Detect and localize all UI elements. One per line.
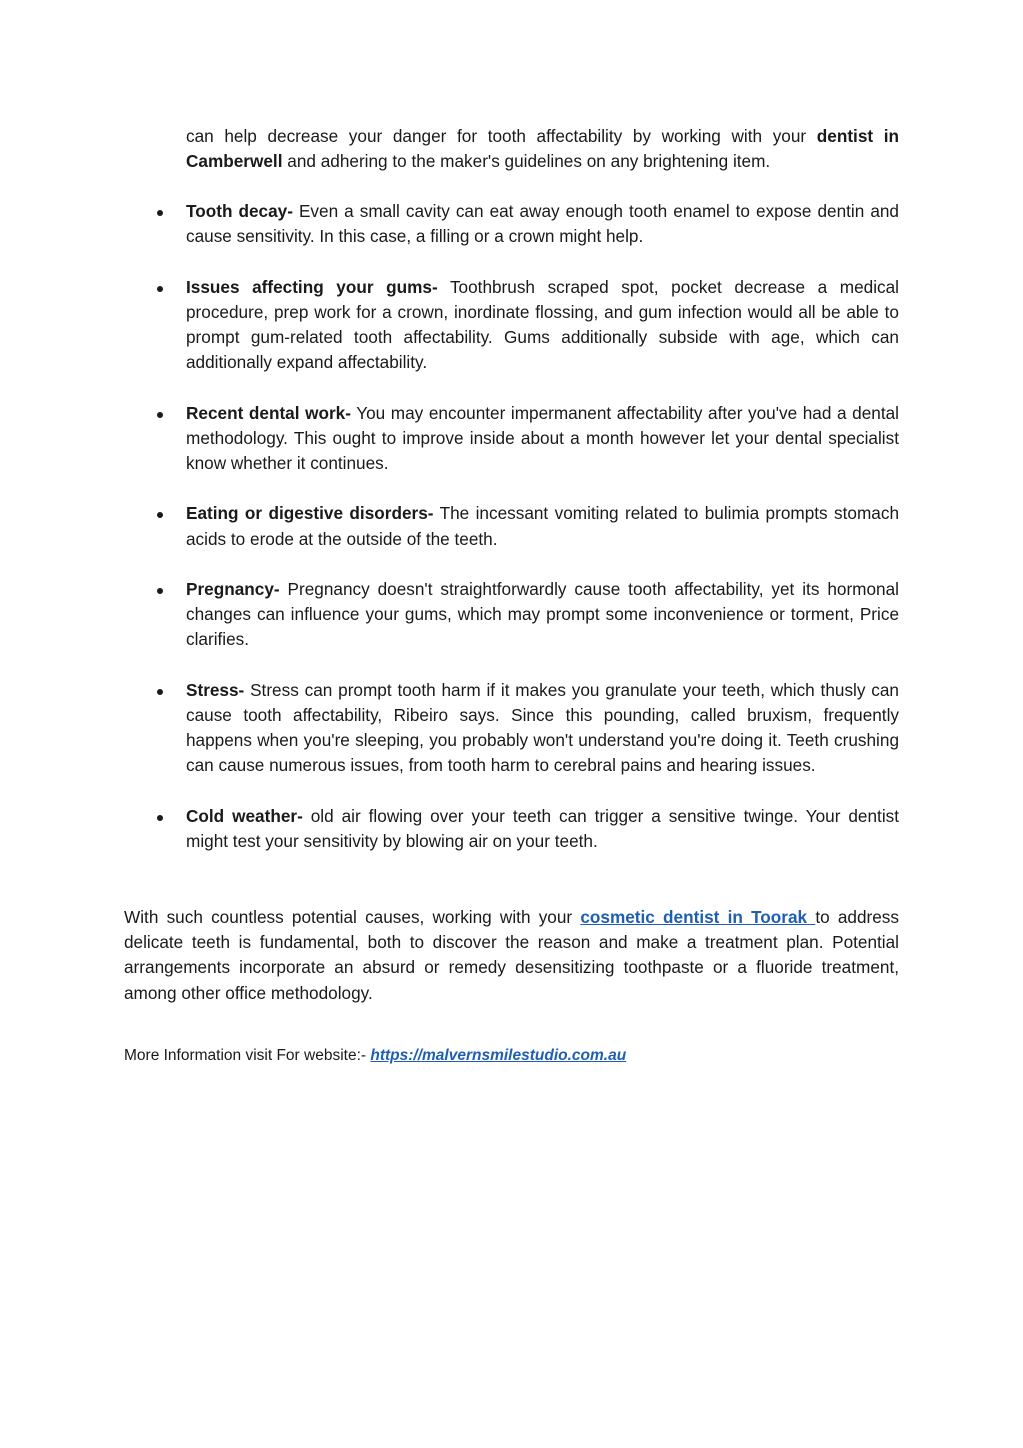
bullet-dot [157,210,163,216]
bullet-title: Pregnancy- [186,578,280,599]
bullet-title: Issues affecting your gums- [186,276,438,297]
intro-paragraph [186,124,899,174]
cosmetic-dentist-link[interactable]: cosmetic dentist in Toorak [580,907,816,927]
bullet-dot [157,588,163,594]
intro-bold-dentist: dentist in Camberwell [186,126,900,172]
intro-text-after: and adhering to the maker's guidelines on any brightening item. [282,151,771,172]
more-info-label: More Information visit For website:- [124,1047,371,1064]
list-item [0,199,899,249]
bullet-text: Even a small cavity can eat away enough tooth enamel to expose dentin and cause sensitivity. In this case, a filling or a crown might help. [186,201,899,247]
list-item [0,678,899,779]
closing-text-before: With such countless potential causes, working with your [124,907,581,927]
bullet-text: Toothbrush scraped spot, pocket decrease a medical procedure, prep work for a crown, inordinate flossing, and gum infection would all be able to prompt gum-related tooth affectability. Gums additionally subside with age, which can additionally expand affectability. [186,276,900,373]
bullet-title: Eating or digestive disorders- [186,503,434,524]
list-item [0,275,899,376]
bullet-title: Recent dental work- [186,402,351,423]
bullet-text: The incessant vomiting related to bulimia prompts stomach acids to erode at the outside of the teeth. [186,503,900,549]
list-item [0,577,899,653]
bullet-text: old air flowing over your teeth can trigger a sensitive twinge. Your dentist might test your sensitivity by blowing air on your teeth. [186,805,900,851]
bullet-dot [157,286,163,292]
more-info-line [124,1044,899,1068]
bullet-title: Tooth decay- [186,201,293,221]
bullet-dot [157,412,163,418]
causes-list [0,199,1023,879]
list-item [0,501,899,551]
bullet-text: Pregnancy doesn't straightforwardly cause tooth affectability, yet its hormonal changes can influence your gums, which may prompt some inconvenience or torment, Price clarifies. [186,578,899,650]
bullet-text: You may encounter impermanent affectability after you've had a dental methodology. This ought to improve inside about a month however let your dental specialist know whether it continues. [186,402,899,473]
closing-text-after: to address delicate teeth is fundamental, both to discover the reason and make a treatment plan. Potential arrangements incorporate an absurd or remedy desensitizing toothpaste or a fluoride treatment, among other office methodology. [124,907,899,1003]
list-item [0,804,899,854]
intro-text-before: can help decrease your danger for tooth affectability by working with your [186,126,817,146]
bullet-title: Stress- [186,679,245,700]
bullet-dot [157,815,163,821]
closing-paragraph [124,905,899,1006]
list-item [0,401,899,477]
bullet-dot [157,512,163,518]
bullet-text: Stress can prompt tooth harm if it makes you granulate your teeth, which thusly can cause tooth affectability, Ribeiro says. Since this pounding, called bruxism, frequently happens when you're sleeping, you probably won't understand you're doing it. Teeth crushing can cause numerous issues, from tooth harm to cerebral pains and hearing issues. [186,679,899,776]
bullet-dot [157,689,163,695]
website-link[interactable]: https://malvernsmilestudio.com.au [370,1047,627,1064]
bullet-title: Cold weather- [186,805,303,826]
